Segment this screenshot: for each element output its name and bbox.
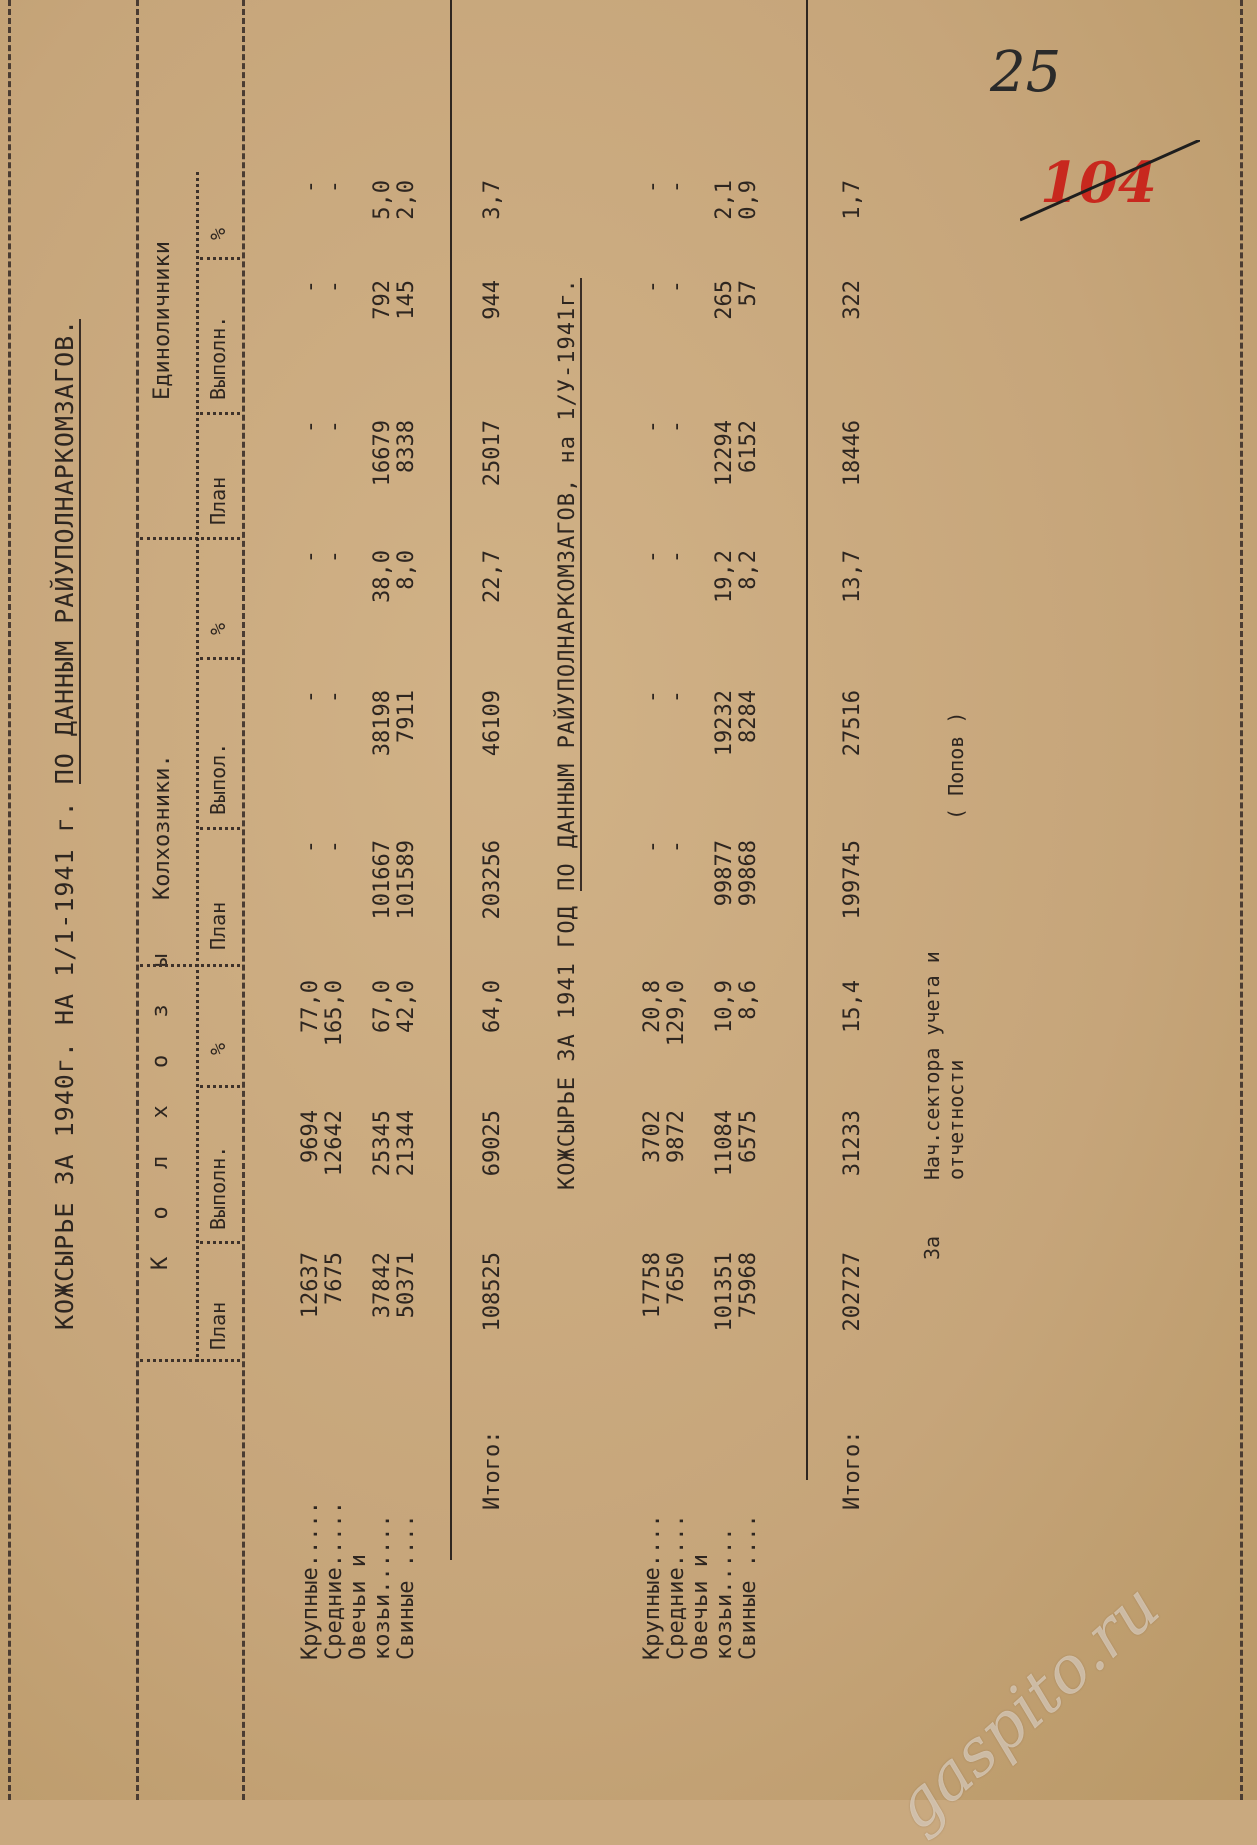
strike-line-icon	[1020, 140, 1200, 240]
signature-prefix: За	[920, 1235, 944, 1260]
cell: 19,2	[712, 550, 737, 603]
cell: 8284	[736, 690, 761, 743]
row-label: Крупные....	[640, 1514, 665, 1660]
header-divider	[140, 537, 240, 540]
cell: 3,7	[480, 180, 505, 220]
table-row	[298, 0, 323, 1800]
cell: -	[322, 180, 347, 194]
cell: 7911	[394, 690, 419, 743]
cell: -	[322, 690, 347, 704]
group-header-edinolichniki: Единоличники	[150, 241, 175, 400]
cell: 165,0	[322, 980, 347, 1047]
cell: 7650	[664, 1252, 689, 1305]
cell: -	[640, 420, 665, 434]
table-row	[640, 0, 665, 1800]
cell: -	[664, 840, 689, 854]
header-dashed-rule-bottom	[242, 0, 245, 1800]
cell: 20,8	[640, 980, 665, 1033]
col-header: Выполн.	[206, 315, 230, 400]
header-divider	[200, 657, 240, 660]
signature-name: ( Попов )	[944, 711, 968, 820]
cell: -	[298, 180, 323, 194]
cell: -	[322, 840, 347, 854]
table-row	[394, 0, 419, 1800]
cell: 19232	[712, 690, 737, 757]
cell: -	[640, 280, 665, 294]
row-label: Овечьи и	[346, 1554, 371, 1660]
total-label: Итого:	[840, 1430, 865, 1510]
cell: 18446	[840, 420, 865, 487]
cell: -	[640, 180, 665, 194]
cell: -	[664, 280, 689, 294]
cell: 99868	[736, 840, 761, 907]
cell: 38198	[370, 690, 395, 757]
total-rule	[450, 0, 452, 1560]
table-row	[322, 0, 347, 1800]
header-divider	[200, 1241, 240, 1244]
cell: -	[664, 180, 689, 194]
cell: 67,0	[370, 980, 395, 1033]
signature-title-line2: отчетности	[944, 1059, 968, 1180]
cell: -	[664, 690, 689, 704]
cell: -	[322, 420, 347, 434]
cell: 64,0	[480, 980, 505, 1033]
cell: -	[298, 550, 323, 564]
table-row-label-only	[346, 0, 371, 1800]
group-header-kolkhozy: К о л х о з ы	[148, 941, 173, 1270]
cell: 50371	[394, 1252, 419, 1319]
cell: 145	[394, 280, 419, 320]
cell: 0,9	[736, 180, 761, 220]
table1-title-prefix: КОЖСЫРЬЕ ЗА 1940г. НА 1/1-1941 г.	[50, 784, 79, 1330]
cell: 2,0	[394, 180, 419, 220]
col-header: %	[206, 1042, 230, 1055]
cell: 8,2	[736, 550, 761, 590]
cell: 69025	[480, 1110, 505, 1177]
cell: 42,0	[394, 980, 419, 1033]
cell: 17758	[640, 1252, 665, 1319]
signature-title-line1: Нач.сектора учета и	[920, 951, 944, 1180]
cell: 265	[712, 280, 737, 320]
watermark: gaspito.ru	[880, 1570, 1174, 1845]
header-divider	[200, 1085, 240, 1088]
cell: 101351	[712, 1252, 737, 1332]
cell: -	[640, 840, 665, 854]
cell: -	[640, 550, 665, 564]
total-label: Итого:	[480, 1430, 505, 1510]
handwritten-page-number: 25	[990, 40, 1062, 105]
cell: 108525	[480, 1252, 505, 1332]
table1-total-row	[480, 0, 505, 1800]
cell: 11084	[712, 1110, 737, 1177]
row-label: Свиные ....	[394, 1514, 419, 1660]
cell: 3702	[640, 1110, 665, 1163]
cell: 12637	[298, 1252, 323, 1319]
cell: 944	[480, 280, 505, 320]
table1-title	[50, 319, 79, 1330]
cell: 8,6	[736, 980, 761, 1020]
cell: 203256	[480, 840, 505, 920]
cell: 2,1	[712, 180, 737, 220]
cell: 129,0	[664, 980, 689, 1047]
col-header: План	[206, 1301, 230, 1350]
cell: 202727	[840, 1252, 865, 1332]
row-label: Крупные.....	[298, 1501, 323, 1660]
header-divider	[200, 257, 240, 260]
table2-title	[555, 278, 580, 1190]
cell: 31233	[840, 1110, 865, 1177]
cell: 22,7	[480, 550, 505, 603]
cell: -	[298, 420, 323, 434]
col-header: Выпол.	[206, 742, 230, 815]
cell: 12294	[712, 420, 737, 487]
cell: 99877	[712, 840, 737, 907]
cell: 57	[736, 280, 761, 307]
cell: 5,0	[370, 180, 395, 220]
row-label: козьи.....	[712, 1527, 737, 1660]
cell: 25017	[480, 420, 505, 487]
total-rule	[806, 0, 808, 1480]
cell: 322	[840, 280, 865, 320]
header-divider	[200, 827, 240, 830]
cell: 199745	[840, 840, 865, 920]
cell: 8338	[394, 420, 419, 473]
cell: 101589	[394, 840, 419, 920]
header-divider	[200, 412, 240, 415]
cell: 15,4	[840, 980, 865, 1033]
cell: -	[322, 280, 347, 294]
table-row	[664, 0, 689, 1800]
header-divider	[140, 1359, 240, 1362]
cell: 8,0	[394, 550, 419, 590]
col-header: План	[206, 901, 230, 950]
cell: 6152	[736, 420, 761, 473]
struck-number-text: 104	[1040, 150, 1157, 216]
cell: 75968	[736, 1252, 761, 1319]
cell: -	[298, 840, 323, 854]
cell: -	[664, 420, 689, 434]
cell: 6575	[736, 1110, 761, 1163]
row-label: Свиные ....	[736, 1514, 761, 1660]
cell: -	[298, 280, 323, 294]
cell: 9694	[298, 1110, 323, 1163]
bottom-dashed-border	[1240, 0, 1243, 1800]
cell: 9872	[664, 1110, 689, 1163]
cell: -	[664, 550, 689, 564]
cell: -	[298, 690, 323, 704]
cell: 38,0	[370, 550, 395, 603]
table-row	[370, 0, 395, 1800]
group-header-kolkhozniki: Колхозники.	[150, 754, 175, 900]
col-header: План	[206, 476, 230, 525]
table1-title-underlined: ПО ДАННЫМ РАЙУПОЛНАРКОМЗАГОВ.	[50, 318, 79, 785]
table-row	[736, 0, 761, 1800]
table2-total-row	[840, 0, 865, 1800]
table-row	[712, 0, 737, 1800]
cell: 792	[370, 280, 395, 320]
cell: 27516	[840, 690, 865, 757]
cell: 25345	[370, 1110, 395, 1177]
top-dashed-border	[8, 0, 11, 1800]
row-label: Средние....	[664, 1514, 689, 1660]
col-header: %	[206, 227, 230, 240]
cell: 10,9	[712, 980, 737, 1033]
cell: -	[322, 550, 347, 564]
cell: 37842	[370, 1252, 395, 1319]
header-subrule	[196, 172, 199, 1362]
header-divider	[140, 964, 240, 967]
row-label: Овечьи и	[688, 1554, 713, 1660]
col-header: %	[206, 622, 230, 635]
table2-title-underlined: ПО ДАННЫМ РАЙУПОЛНАРКОМЗАГОВ, на 1/У-1941г.	[555, 278, 580, 891]
cell: 77,0	[298, 980, 323, 1033]
cell: 16679	[370, 420, 395, 487]
table-row-label-only	[688, 0, 713, 1800]
table2-title-prefix: КОЖСЫРЬЕ ЗА 1941 ГОД	[555, 890, 580, 1190]
col-header: Выполн.	[206, 1145, 230, 1230]
row-label: козьи......	[370, 1514, 395, 1660]
row-label: Средние.....	[322, 1501, 347, 1660]
header-dashed-rule	[136, 0, 139, 1800]
cell: 46109	[480, 690, 505, 757]
cell: 21344	[394, 1110, 419, 1177]
cell: 101667	[370, 840, 395, 920]
cell: 13,7	[840, 550, 865, 603]
cell: 7675	[322, 1252, 347, 1305]
cell: 12642	[322, 1110, 347, 1177]
cell: -	[640, 690, 665, 704]
cell: 1,7	[840, 180, 865, 220]
